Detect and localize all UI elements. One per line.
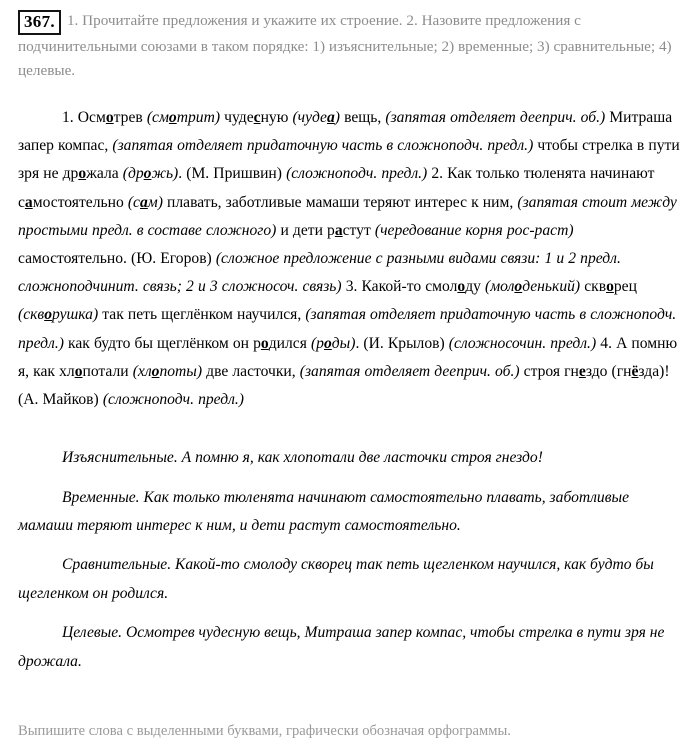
- orthogram-letter: с: [253, 109, 261, 126]
- task-instruction-text: 1. Прочитайте предложения и укажите их строение. 2. Назовите предложения с подчинительными союзами в таком порядке: 1) изъяснительные; 2) временные; 3) сравнительные; 4) целевые.: [18, 12, 672, 79]
- check-word-5: [485, 278, 580, 295]
- check-word-7-a: (р: [310, 334, 324, 352]
- sentence-4-text-c: две ласточки,: [202, 362, 300, 380]
- sentence-4-text-a: А помню я, как хл: [18, 334, 678, 380]
- check-word-2-b: ): [334, 109, 340, 126]
- check-word-3: [123, 165, 178, 182]
- sentence-2-text-a: Как только тюленята начинают с: [18, 165, 655, 211]
- orthogram-letter: о: [151, 362, 160, 380]
- answer-item-celevye: [18, 619, 680, 676]
- check-word-4: [128, 194, 163, 211]
- check-word-1: [147, 109, 220, 126]
- orthogram-letter: о: [44, 306, 52, 324]
- sentence-3-text-f: как будто бы щеглёнком он р: [63, 334, 261, 352]
- grammar-note: (запятая отделяет дееприч. об.): [299, 362, 520, 380]
- answer-item-vremennye: [18, 484, 680, 541]
- answers-list: [18, 444, 680, 676]
- sentence-1-text-a: Осм: [77, 109, 106, 126]
- sentence-4-number: 4.: [600, 334, 617, 352]
- grammar-note: (сложное предложение с разными видами связи: 1 и 2 предл. сложноподчинит. связь; 2 и 3 сложносоч. связь): [18, 250, 621, 296]
- check-word-3-a: (др: [122, 165, 144, 183]
- check-word-8-b: поты): [159, 362, 203, 380]
- orthogram-letter: о: [323, 334, 332, 352]
- sentence-1-text-g: чтобы стрелка в пути зря не др: [18, 137, 680, 183]
- task-header: [18, 9, 680, 82]
- check-word-7: [311, 335, 355, 352]
- sentence-1-text-f: Митраша запер компас,: [18, 109, 673, 155]
- sentence-4-text-d: строя гн: [519, 362, 579, 380]
- sentence-1-text-e: вещь,: [339, 109, 386, 126]
- answer-sentence: Какой-то смолоду скворец так петь щегленком научился, как будто бы щегленком он родился.: [18, 556, 654, 602]
- answer-label: Целевые.: [62, 624, 123, 642]
- sentence-3-text-g: дился: [268, 334, 311, 352]
- sentence-3-text-a: Какой-то смол: [361, 278, 458, 296]
- sentence-4-text-b: потали: [82, 362, 133, 380]
- textbook-page: [0, 9, 700, 754]
- answer-sentence: А помню я, как хлопотали две ласточки строя гнездо!: [177, 449, 543, 467]
- check-word-1-a: (см: [146, 109, 169, 126]
- sentence-3-text-h: . (И. Крылов): [355, 334, 449, 352]
- check-word-6: [18, 306, 98, 323]
- orthogram-letter: о: [74, 362, 83, 380]
- orthogram-letter: о: [168, 109, 177, 126]
- sentence-2-text-d: и дети р: [276, 221, 335, 239]
- sentence-1-text-i: жала: [86, 165, 123, 183]
- grammar-note: (запятая стоит между простыми предл. в составе сложного): [18, 193, 677, 239]
- sentence-1-text-b: трев: [113, 109, 147, 126]
- orthogram-letter: о: [143, 165, 152, 183]
- answer-item-sravnitelnye: [18, 551, 680, 608]
- sentence-3-text-b: ду: [465, 278, 486, 296]
- check-word-8-a: (хл: [132, 362, 152, 380]
- check-word-4-b: м): [147, 193, 163, 211]
- answer-sentence: Как только тюленята начинают самостоятельно плавать, заботливые мамаши теряют интерес к ним, и дети растут самостоятельно.: [18, 488, 629, 535]
- check-word-5-a: (мол: [485, 278, 515, 296]
- sentence-3-text-c: скв: [580, 278, 607, 296]
- orthogram-letter: о: [514, 278, 523, 296]
- orthogram-letter: о: [105, 109, 114, 126]
- check-word-1-b: трит): [176, 109, 221, 126]
- sentence-4-text-e: здо (гн: [585, 362, 632, 380]
- orthogram-letter: а: [326, 109, 335, 126]
- sentence-2-number: 2.: [431, 165, 448, 183]
- sentence-2-text-b: мостоятельно: [32, 193, 128, 211]
- footer-instruction: Выпишите слова с выделенными буквами, графически обозначая орфограммы.: [18, 723, 511, 739]
- check-word-3-b: жь): [151, 165, 179, 183]
- answer-label: Временные.: [62, 488, 140, 506]
- sentence-1-text-c: чуде: [220, 109, 254, 126]
- check-word-8: [133, 363, 202, 380]
- orthogram-letter: о: [78, 165, 87, 183]
- answer-sentence: Осмотрев чудесную вещь, Митраша запер компас, чтобы стрелка в пути зря не дрожала.: [18, 624, 665, 670]
- sentence-2-text-c: плавать, заботливые мамаши теряют интерес к ним,: [162, 193, 518, 211]
- sentence-1-text-j: . (М. Пришвин): [178, 165, 287, 183]
- orthogram-letter: а: [334, 221, 343, 239]
- check-word-6-b: рушка): [51, 306, 99, 324]
- check-word-7-b: ды): [331, 334, 356, 352]
- grammar-note: (сложноподч. предл.): [102, 391, 244, 409]
- orthogram-letter: е: [578, 362, 586, 380]
- grammar-note: (запятая отделяет дееприч. об.): [385, 109, 606, 126]
- sentence-1-text-d: ную: [260, 109, 293, 126]
- sentence-1-number: 1.: [62, 109, 78, 126]
- check-word-5-b: денький): [522, 278, 581, 296]
- sentence-3-text-d: рец: [613, 278, 637, 296]
- sentence-2-text-e: стут: [342, 221, 375, 239]
- sentence-4-text-f: зда)! (А. Майков): [18, 362, 670, 409]
- exercise-number-badge: 367.: [18, 10, 61, 35]
- sentence-3-number: 3.: [345, 278, 362, 296]
- answer-label: Изъяснительные.: [62, 449, 178, 467]
- orthogram-letter: о: [606, 278, 614, 296]
- grammar-note: (чередование корня рос-раст): [374, 221, 574, 239]
- answer-item-izyasnitelnye: [18, 444, 680, 472]
- sentence-3-text-e: так петь щеглёнком научился,: [98, 306, 306, 324]
- orthogram-letter: ё: [631, 362, 639, 380]
- orthogram-letter: а: [139, 193, 148, 211]
- check-word-6-a: (скв: [18, 306, 45, 324]
- check-word-4-a: (с: [127, 193, 140, 211]
- check-word-2: [292, 109, 340, 126]
- answer-label: Сравнительные.: [62, 556, 172, 574]
- grammar-note: (запятая отделяет придаточную часть в сложноподч. предл.): [112, 137, 534, 155]
- orthogram-letter: о: [260, 334, 269, 352]
- orthogram-letter: а: [24, 193, 33, 211]
- check-word-2-a: (чуде: [292, 109, 327, 126]
- grammar-note: (запятая отделяет придаточную часть в сложноподч. предл.): [18, 306, 677, 352]
- orthogram-letter: о: [457, 278, 466, 296]
- sentence-2-text-f: самостоятельно. (Ю. Егоров): [18, 250, 216, 268]
- grammar-note: (сложноподч. предл.): [286, 165, 428, 183]
- grammar-note: (сложносочин. предл.): [448, 334, 597, 352]
- analysis-paragraph: [18, 104, 680, 414]
